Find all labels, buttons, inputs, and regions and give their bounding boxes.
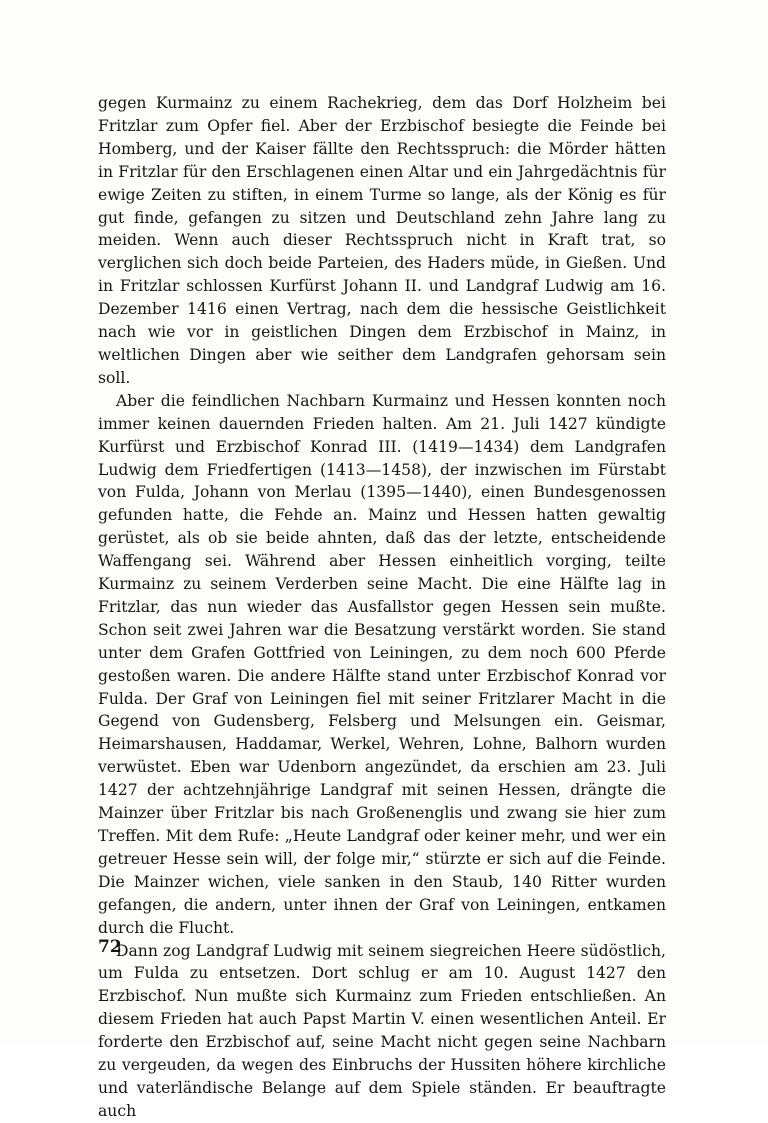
paragraph-1: gegen Kurmainz zu einem Rachekrieg, dem das Dorf Holzheim bei Fritzlar zum Opfer fiel. Aber der Erzbischof besiegte die Feinde bei Homberg, und der Kaiser fällte den Rechtsspruch: die Mörder hätten in Fritzlar für den Erschlagenen einen Altar und ein Jahrgedächtnis für ewige Zeiten zu stiften, in einem Turme so lange, als der König es für gut finde, gefangen zu sitzen und Deutschland zehn Jahre lang zu meiden. Wenn auch dieser Rechtsspruch nicht in Kraft trat, so verglichen sich doch beide Parteien, des Haders müde, in Gießen. Und in Fritzlar schlossen Kurfürst Johann II. und Landgraf Ludwig am 16. Dezember 1416 einen Vertrag, nach dem die hessische Geistlichkeit nach wie vor in geistlichen Dingen dem Erzbischof in Mainz, in weltlichen Dingen aber wie seither dem Landgrafen gehorsam sein soll.	[98, 94, 666, 387]
paragraph-2: Aber die feindlichen Nachbarn Kurmainz und Hessen konnten noch immer keinen dauernden Frieden halten. Am 21. Juli 1427 kündigte Kurfürst und Erzbischof Konrad III. (1419—1434) dem Landgrafen Ludwig dem Friedfertigen (1413—1458), der inzwischen im Fürstabt von Fulda, Johann von Merlau (1395—1440), einen Bundesgenossen gefunden hatte, die Fehde an. Mainz und Hessen hatten gewaltig gerüstet, als ob sie beide ahnten, daß das der letzte, entscheidende Waffengang sei. Während aber Hessen einheitlich vorging, teilte Kurmainz zu seinem Verderben seine Macht. Die eine Hälfte lag in Fritzlar, das nun wieder das Ausfallstor gegen Hessen sein mußte. Schon seit zwei Jahren war die Besatzung verstärkt worden. Sie stand unter dem Grafen Gottfried von Leiningen, zu dem noch 600 Pferde gestoßen waren. Die andere Hälfte stand unter Erzbischof Konrad vor Fulda. Der Graf von Leiningen fiel mit seiner Fritzlarer Macht in die Gegend von Gudensberg, Felsberg und Melsungen ein. Geismar, Heimarshausen, Haddamar, Werkel, Wehren, Lohne, Balhorn wurden verwüstet. Eben war Udenborn angezündet, da erschien am 23. Juli 1427 der achtzehnjährige Landgraf mit seinen Hessen, drängte die Mainzer über Fritzlar bis nach Großenenglis und zwang sie hier zum Treffen. Mit dem Rufe: „Heute Landgraf oder keiner mehr, und wer ein getreuer Hesse sein will, der folge mir,“ stürzte er sich auf die Feinde. Die Mainzer wichen, viele sanken in den Staub, 140 Ritter wurden gefangen, die andern, unter ihnen der Graf von Leiningen, entkamen durch die Flucht.	[98, 391, 666, 937]
body-text	[98, 92, 666, 1123]
paragraph-3: Dann zog Landgraf Ludwig mit seinem siegreichen Heere südöstlich, um Fulda zu entsetzen. Dort schlug er am 10. August 1427 den Erzbischof. Nun mußte sich Kurmainz zum Frieden entschließen. An diesem Frieden hat auch Papst Martin V. einen wesentlichen Anteil. Er forderte den Erzbischof auf, seine Macht nicht gegen seine Nachbarn zu vergeuden, da wegen des Einbruchs der Hussiten höhere kirchliche und vaterländische Belange auf dem Spiele ständen. Er beauftragte auch	[98, 941, 666, 1120]
page-number: 72	[98, 937, 122, 957]
